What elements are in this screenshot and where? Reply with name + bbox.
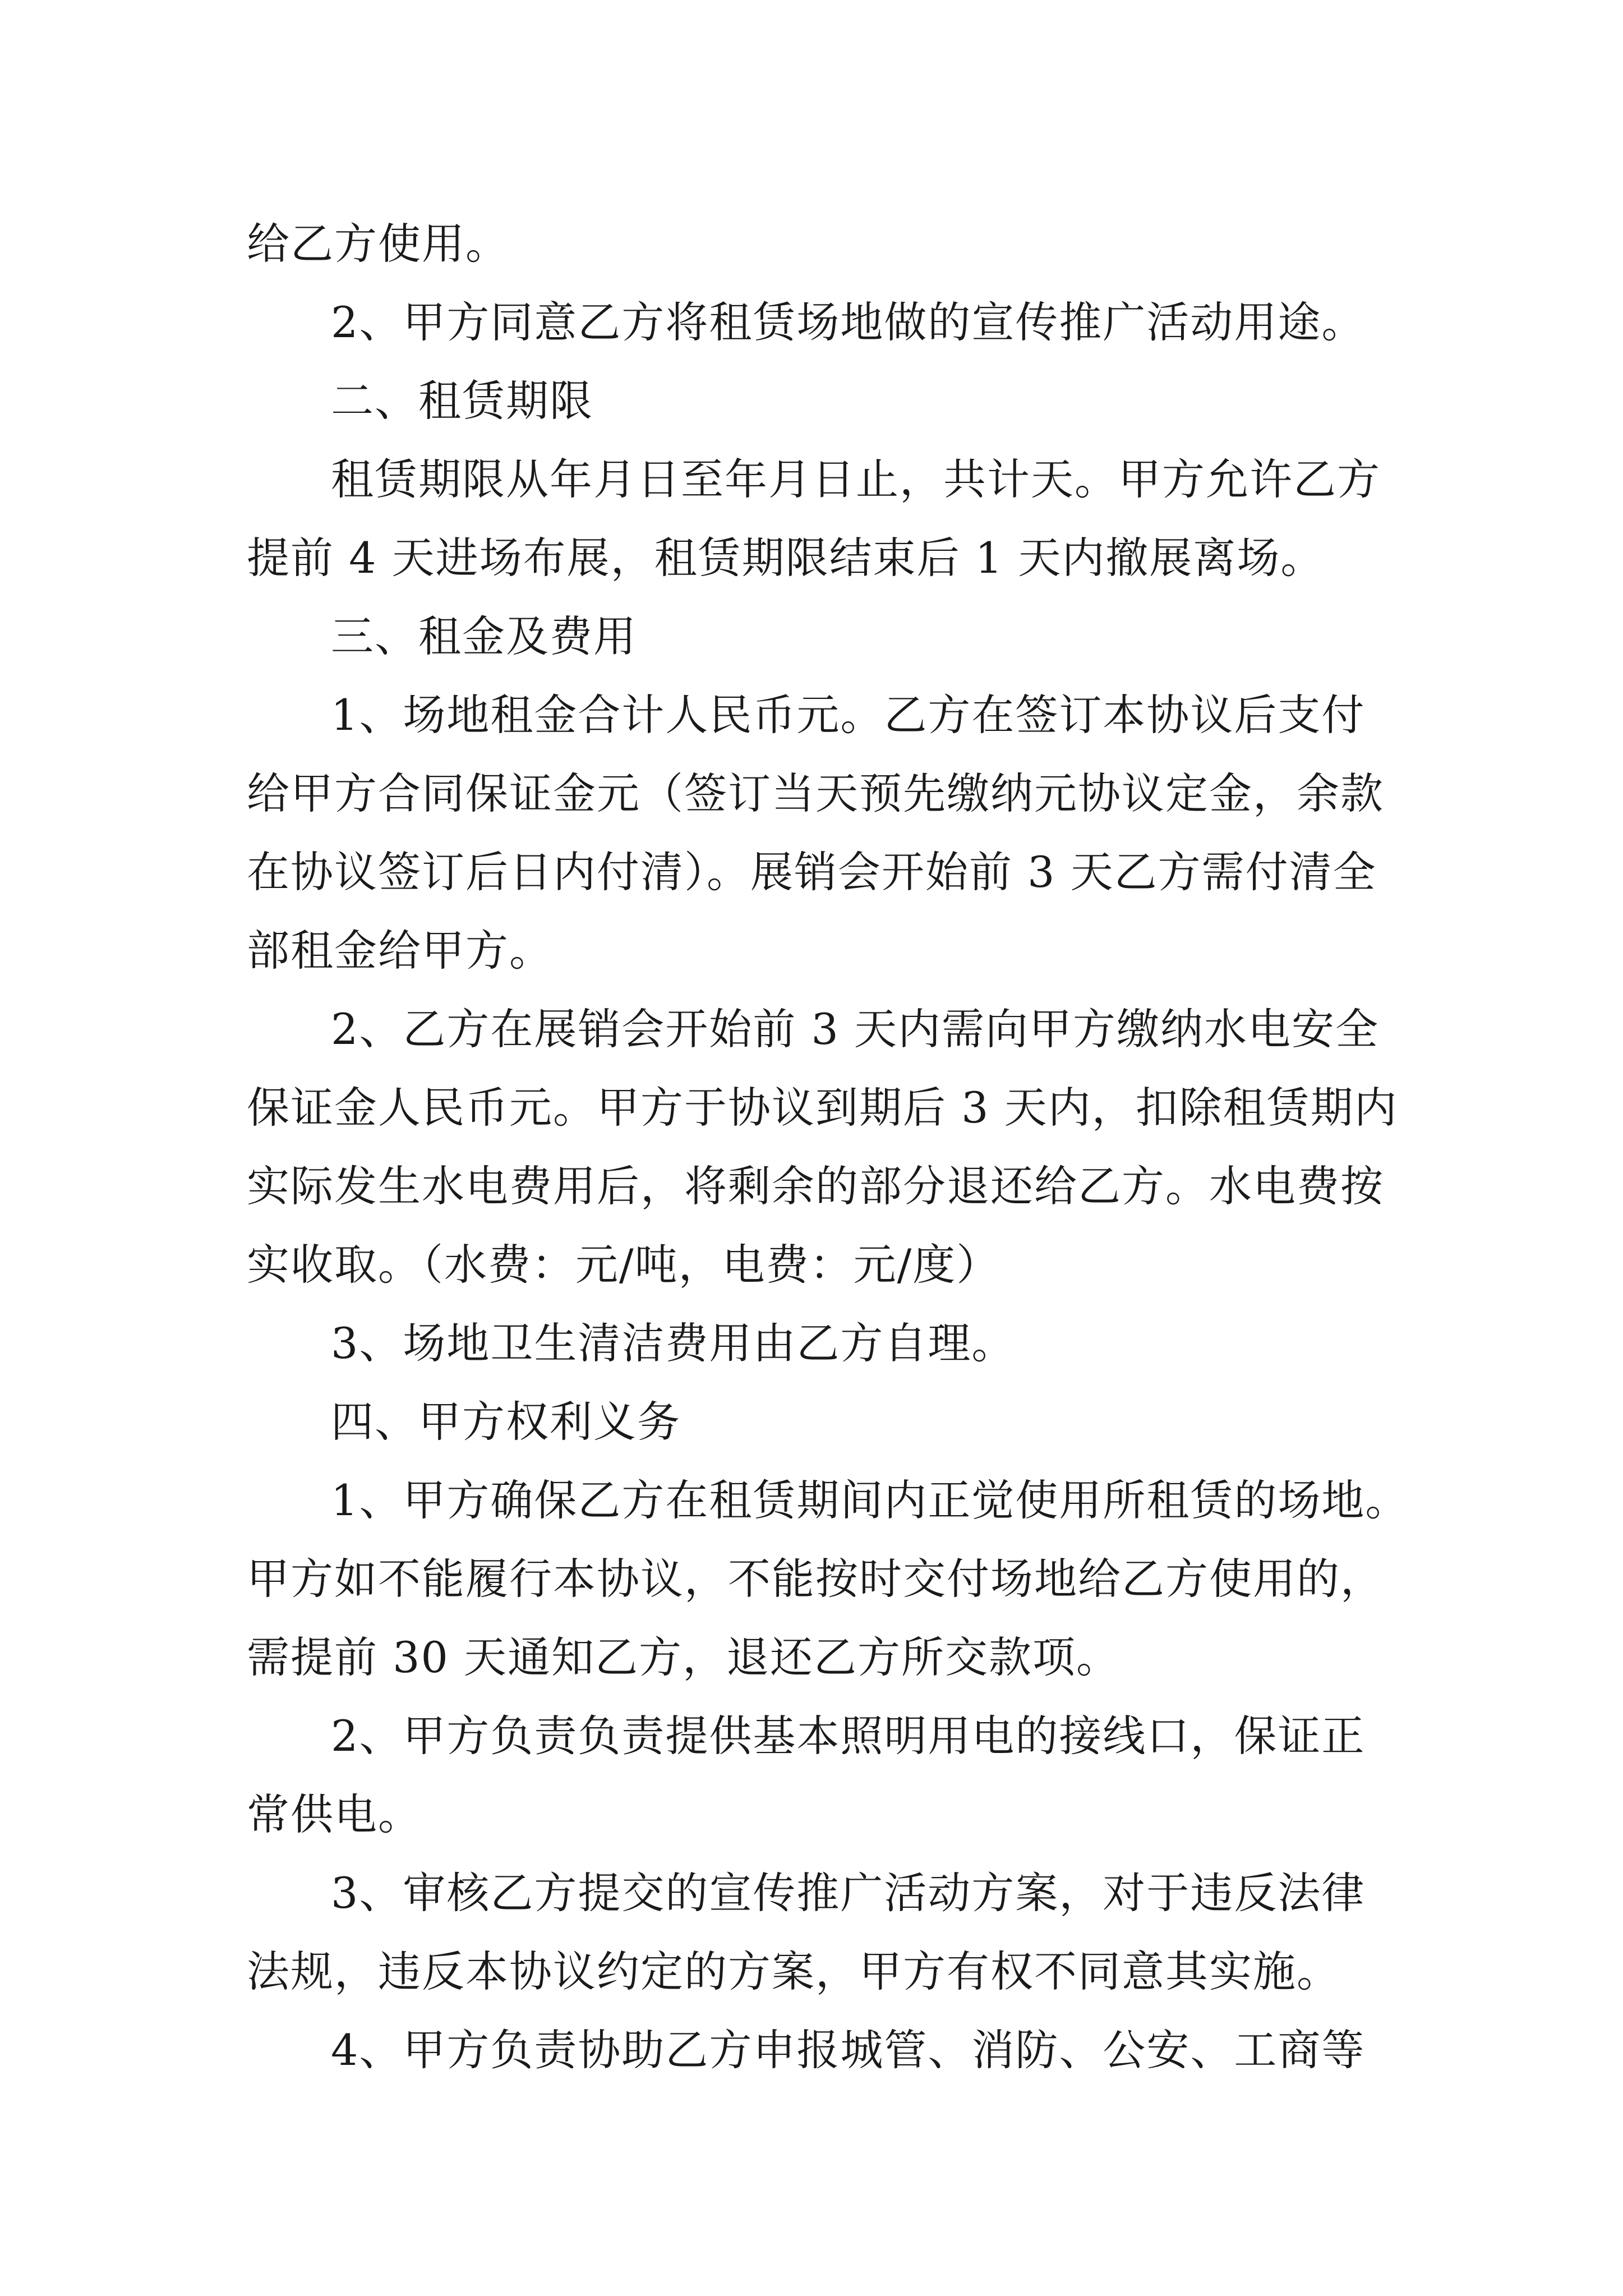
- section-heading: 四、甲方权利义务: [331, 1397, 681, 1447]
- text-line: 实际发生水电费用后，将剩余的部分退还给乙方。水电费按: [247, 1161, 1384, 1211]
- text-line: 实收取。（水费：元/吨，电费：元/度）: [247, 1240, 1000, 1290]
- text-line: 3、审核乙方提交的宣传推广活动方案，对于违反法律: [331, 1868, 1366, 1918]
- section-heading: 三、租金及费用: [331, 611, 637, 661]
- text-line: 给乙方使用。: [247, 219, 509, 269]
- text-line: 提前 4 天进场布展，租赁期限结束后 1 天内撤展离场。: [247, 533, 1325, 583]
- text-line: 4、甲方负责协助乙方申报城管、消防、公安、工商等: [331, 2025, 1366, 2075]
- text-line: 2、甲方同意乙方将租赁场地做的宣传推广活动用途。: [331, 297, 1366, 347]
- text-line: 部租金给甲方。: [247, 926, 553, 976]
- text-line: 甲方如不能履行本协议，不能按时交付场地给乙方使用的，: [247, 1554, 1384, 1604]
- text-line: 1、场地租金合计人民币元。乙方在签订本协议后支付: [331, 690, 1366, 740]
- text-line: 给甲方合同保证金元（签订当天预先缴纳元协议定金，余款: [247, 769, 1384, 818]
- text-line: 需提前 30 天通知乙方，退还乙方所交款项。: [247, 1632, 1121, 1682]
- text-line: 租赁期限从年月日至年月日止，共计天。甲方允许乙方: [331, 454, 1381, 504]
- text-line: 2、甲方负责负责提供基本照明用电的接线口，保证正: [331, 1711, 1366, 1761]
- text-line: 3、场地卫生清洁费用由乙方自理。: [331, 1318, 1016, 1368]
- text-line: 法规，违反本协议约定的方案，甲方有权不同意其实施。: [247, 1947, 1340, 1996]
- text-line: 2、乙方在展销会开始前 3 天内需向甲方缴纳水电安全: [331, 1004, 1380, 1054]
- text-line: 保证金人民币元。甲方于协议到期后 3 天内，扣除租赁期内: [247, 1083, 1398, 1133]
- text-line: 1、甲方确保乙方在租赁期间内正觉使用所租赁的场地。: [331, 1475, 1409, 1525]
- text-line: 常供电。: [247, 1789, 422, 1839]
- section-heading: 二、租赁期限: [331, 376, 593, 426]
- text-line: 在协议签订后日内付清）。展销会开始前 3 天乙方需付清全: [247, 847, 1377, 897]
